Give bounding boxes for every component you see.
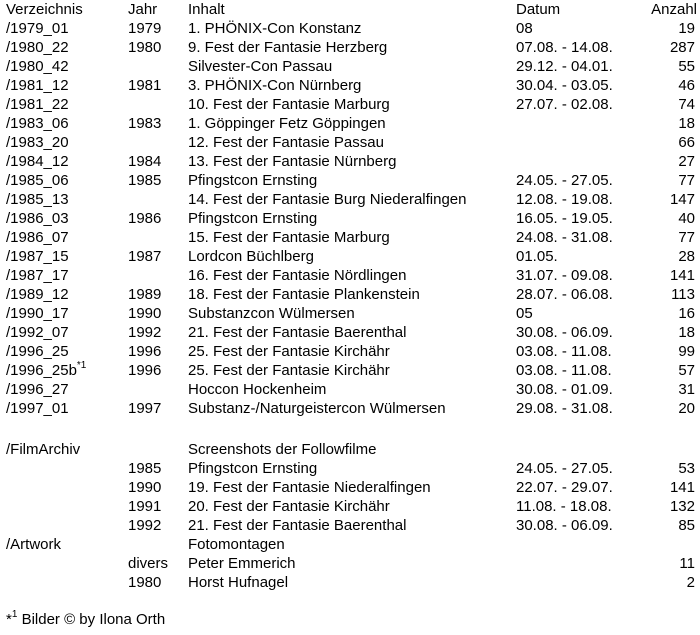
year-cell: 1984: [128, 153, 162, 170]
count-cell: 46: [678, 77, 695, 94]
content-cell: 16. Fest der Fantasie Nördlingen: [188, 267, 407, 284]
year-cell: 1985: [128, 460, 162, 477]
year-cell: 1981: [128, 77, 162, 94]
date-cell: 12.08. - 19.08.: [516, 191, 613, 208]
table-row: [0, 171, 700, 190]
content-cell: 25. Fest der Fantasie Kirchähr: [188, 362, 390, 379]
table-row: [0, 19, 700, 38]
date-cell: 03.08. - 11.08.: [516, 362, 612, 379]
date-cell: 24.05. - 27.05.: [516, 460, 613, 477]
count-cell: 20: [678, 400, 695, 417]
date-cell: 16.05. - 19.05.: [516, 210, 613, 227]
table-row: [0, 57, 700, 76]
table-row: [0, 323, 700, 342]
table-row: [0, 114, 700, 133]
count-cell: 99: [678, 343, 695, 360]
directory-cell[interactable]: /1981_22: [6, 96, 69, 113]
directory-cell[interactable]: /1987_15: [6, 248, 69, 265]
artwork-directory[interactable]: /Artwork: [6, 536, 62, 553]
header-date: Datum: [516, 1, 561, 18]
artwork-header-row: [0, 535, 700, 554]
directory-cell[interactable]: /1983_20: [6, 134, 69, 151]
directory-cell[interactable]: /1984_12: [6, 153, 69, 170]
count-cell: 132: [669, 498, 695, 515]
count-cell: 28: [678, 248, 695, 265]
footnote-reference: *1: [76, 360, 87, 371]
year-cell: 1990: [128, 479, 162, 496]
content-cell: 13. Fest der Fantasie Nürnberg: [188, 153, 397, 170]
content-cell: 19. Fest der Fantasie Niederalfingen: [188, 479, 431, 496]
header-year: Jahr: [128, 1, 158, 18]
table-row: [0, 76, 700, 95]
footnote-mark: *: [6, 611, 12, 628]
table-row: [0, 152, 700, 171]
table-row: [0, 228, 700, 247]
directory-cell[interactable]: /1986_07: [6, 229, 69, 246]
directory-cell[interactable]: /1990_17: [6, 305, 69, 322]
table-row: [0, 304, 700, 323]
film-archive-header-row: [0, 440, 700, 459]
date-cell: 29.12. - 04.01.: [516, 58, 613, 75]
table-row: [0, 209, 700, 228]
date-cell: 30.08. - 06.09.: [516, 324, 613, 341]
directory-cell[interactable]: /1983_06: [6, 115, 69, 132]
artwork-row: [0, 573, 700, 592]
date-cell: 22.07. - 29.07.: [516, 479, 613, 496]
header-count: Anzahl: [651, 1, 697, 18]
count-cell: 66: [678, 134, 695, 151]
date-cell: 03.08. - 11.08.: [516, 343, 612, 360]
content-cell: 25. Fest der Fantasie Kirchähr: [188, 343, 390, 360]
year-cell: 1997: [128, 400, 162, 417]
table-row: [0, 95, 700, 114]
content-cell: Lordcon Büchlberg: [188, 248, 314, 265]
table-row: [0, 247, 700, 266]
year-cell: 1983: [128, 115, 162, 132]
year-cell: 1985: [128, 172, 162, 189]
count-cell: 287: [669, 39, 695, 56]
content-cell: Pfingstcon Ernsting: [188, 460, 318, 477]
table-row: [0, 190, 700, 209]
date-cell: 08: [516, 20, 533, 37]
content-cell: Pfingstcon Ernsting: [188, 210, 318, 227]
film-archive-row: [0, 497, 700, 516]
directory-cell[interactable]: /1986_03: [6, 210, 69, 227]
year-cell: 1986: [128, 210, 162, 227]
date-cell: 30.04. - 03.05.: [516, 77, 613, 94]
content-cell: Substanzcon Wülmersen: [188, 305, 355, 322]
content-cell: Substanz-/Naturgeistercon Wülmersen: [188, 400, 446, 417]
content-cell: 10. Fest der Fantasie Marburg: [188, 96, 390, 113]
year-cell: 1980: [128, 39, 162, 56]
directory-cell[interactable]: /1979_01: [6, 20, 69, 37]
directory-cell[interactable]: /1987_17: [6, 267, 69, 284]
date-cell: 31.07. - 09.08.: [516, 267, 613, 284]
film-archive-row: [0, 459, 700, 478]
directory-cell[interactable]: /1989_12: [6, 286, 69, 303]
directory-cell[interactable]: /1997_01: [6, 400, 69, 417]
date-cell: 24.08. - 31.08.: [516, 229, 613, 246]
date-cell: 30.08. - 06.09.: [516, 517, 613, 534]
count-cell: 85: [678, 517, 695, 534]
date-cell: 07.08. - 14.08.: [516, 39, 613, 56]
count-cell: 16: [678, 305, 695, 322]
content-cell: 18. Fest der Fantasie Plankenstein: [188, 286, 420, 303]
table-row: [0, 361, 700, 380]
artwork-title: Fotomontagen: [188, 536, 285, 553]
year-cell: 1991: [128, 498, 162, 515]
film-archive-directory[interactable]: /FilmArchiv: [6, 441, 81, 458]
date-cell: 28.07. - 06.08.: [516, 286, 613, 303]
count-cell: 57: [678, 362, 695, 379]
count-cell: 53: [678, 460, 695, 477]
directory-cell[interactable]: /1996_25b: [6, 362, 77, 379]
content-cell: Hoccon Hockenheim: [188, 381, 327, 398]
count-cell: 31: [678, 381, 695, 398]
count-cell: 19: [678, 20, 695, 37]
count-cell: 141: [669, 267, 695, 284]
footnote: [6, 610, 165, 629]
directory-cell[interactable]: /1996_25: [6, 343, 69, 360]
year-cell: 1979: [128, 20, 162, 37]
year-cell: 1992: [128, 324, 162, 341]
footnote-text: Bilder © by Ilona Orth: [17, 611, 166, 628]
count-cell: 77: [678, 172, 695, 189]
content-cell: Pfingstcon Ernsting: [188, 172, 318, 189]
content-cell: 14. Fest der Fantasie Burg Niederalfingen: [188, 191, 467, 208]
film-archive-row: [0, 516, 700, 535]
artwork-row: [0, 554, 700, 573]
table-row: [0, 266, 700, 285]
content-cell: 21. Fest der Fantasie Baerenthal: [188, 517, 407, 534]
directory-cell[interactable]: /1992_07: [6, 324, 69, 341]
content-cell: Peter Emmerich: [188, 555, 296, 572]
table-header: [0, 0, 700, 19]
year-cell: 1992: [128, 517, 162, 534]
header-directory: Verzeichnis: [6, 1, 83, 18]
year-cell: 1987: [128, 248, 162, 265]
table-row: [0, 133, 700, 152]
content-cell: 1. Göppinger Fetz Göppingen: [188, 115, 386, 132]
year-cell: 1996: [128, 362, 162, 379]
directory-cell[interactable]: /1985_13: [6, 191, 69, 208]
content-cell: 21. Fest der Fantasie Baerenthal: [188, 324, 407, 341]
film-archive-title: Screenshots der Followfilme: [188, 441, 377, 458]
date-cell: 30.08. - 01.09.: [516, 381, 613, 398]
footnote-sup: 1: [11, 609, 18, 620]
date-cell: 27.07. - 02.08.: [516, 96, 613, 113]
year-cell: divers: [128, 555, 169, 572]
content-cell: 15. Fest der Fantasie Marburg: [188, 229, 390, 246]
content-cell: 12. Fest der Fantasie Passau: [188, 134, 384, 151]
directory-cell[interactable]: /1980_42: [6, 58, 69, 75]
table-row: [0, 285, 700, 304]
table-row: [0, 399, 700, 418]
date-cell: 05: [516, 305, 533, 322]
film-archive-row: [0, 478, 700, 497]
count-cell: 40: [678, 210, 695, 227]
directory-cell[interactable]: /1980_22: [6, 39, 69, 56]
directory-cell[interactable]: /1985_06: [6, 172, 69, 189]
count-cell: 27: [678, 153, 695, 170]
count-cell: 55: [678, 58, 695, 75]
content-cell: Horst Hufnagel: [188, 574, 289, 591]
content-cell: 1. PHÖNIX-Con Konstanz: [188, 20, 362, 37]
count-cell: 18: [678, 324, 695, 341]
table-row: [0, 38, 700, 57]
date-cell: 24.05. - 27.05.: [516, 172, 613, 189]
directory-cell[interactable]: /1996_27: [6, 381, 69, 398]
content-cell: Silvester-Con Passau: [188, 58, 333, 75]
year-cell: 1996: [128, 343, 162, 360]
count-cell: 18: [678, 115, 695, 132]
directory-cell-wrapper[interactable]: [6, 361, 86, 380]
year-cell: 1989: [128, 286, 162, 303]
directory-cell[interactable]: /1981_12: [6, 77, 69, 94]
date-cell: 11.08. - 18.08.: [516, 498, 612, 515]
count-cell: 113: [671, 286, 695, 303]
count-cell: 147: [669, 191, 695, 208]
year-cell: 1980: [128, 574, 162, 591]
table-row: [0, 342, 700, 361]
year-cell: 1990: [128, 305, 162, 322]
count-cell: 11: [679, 555, 695, 572]
count-cell: 2: [686, 574, 695, 591]
content-cell: 3. PHÖNIX-Con Nürnberg: [188, 77, 362, 94]
header-content: Inhalt: [188, 1, 225, 18]
table-row: [0, 380, 700, 399]
date-cell: 29.08. - 31.08.: [516, 400, 613, 417]
content-cell: 20. Fest der Fantasie Kirchähr: [188, 498, 390, 515]
count-cell: 74: [678, 96, 695, 113]
count-cell: 77: [678, 229, 695, 246]
content-cell: 9. Fest der Fantasie Herzberg: [188, 39, 388, 56]
date-cell: 01.05.: [516, 248, 558, 265]
count-cell: 141: [669, 479, 695, 496]
